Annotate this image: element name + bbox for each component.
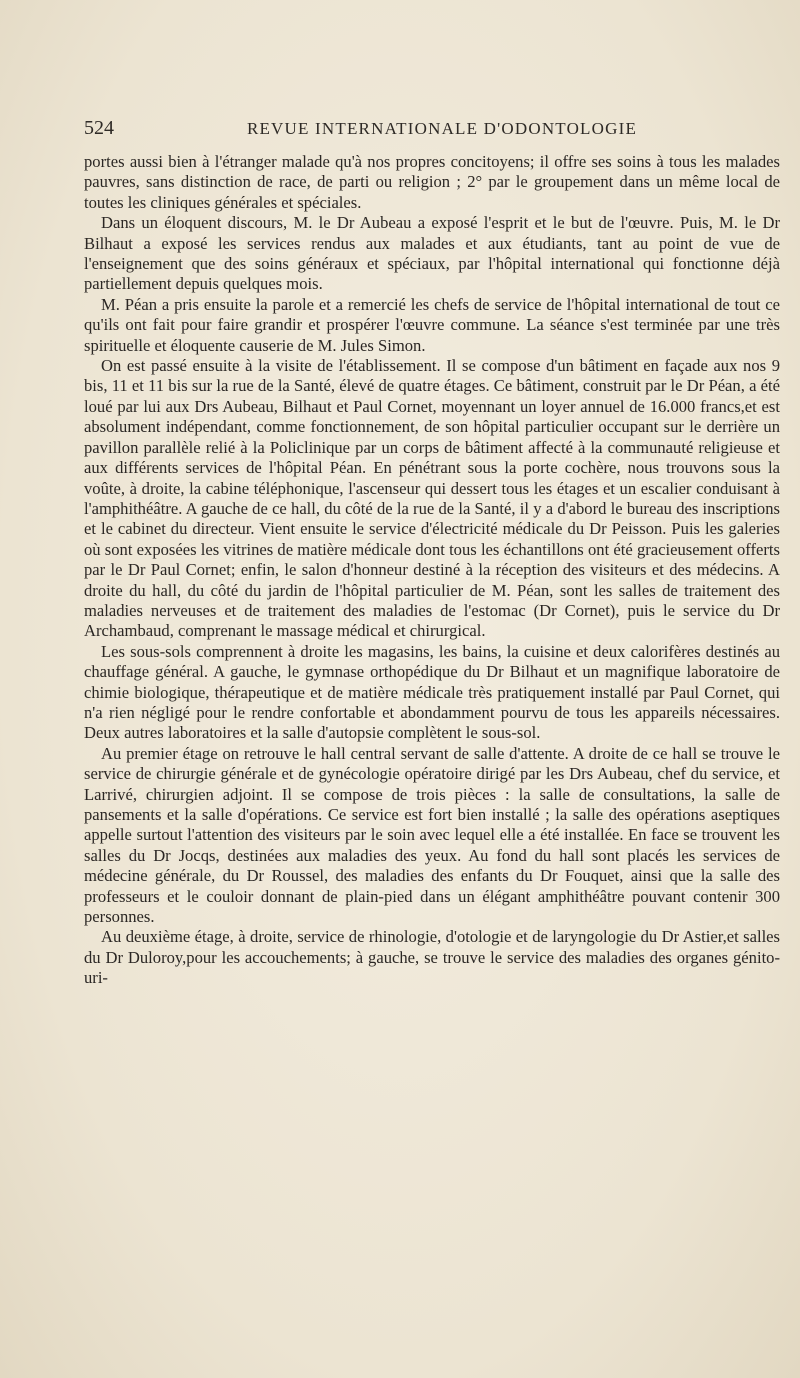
paragraph: Dans un éloquent discours, M. le Dr Aubeau a exposé l'esprit et le but de l'œuvre. Puis, M. le Dr Bilhaut a exposé les services rendus aux malades et aux étudiants, tant au point de vue de l'enseignement que des soins généraux et spéciaux, par l'hôpital international qui fonctionne déjà partiellement depuis quelques mois. [84,213,780,294]
paragraph: portes aussi bien à l'étranger malade qu'à nos propres concitoyens; il offre ses soins à tous les malades pauvres, sans distinction de race, de parti ou religion ; 2° par le groupement dans un même local de toutes les cliniques générales et spéciales. [84,152,780,212]
paragraph: Au deuxième étage, à droite, service de rhinologie, d'otologie et de laryngologie du Dr Astier,et salles du Dr Duloroy,pour les accouchements; à gauche, se trouve le service des maladies des organes génito-uri- [84,927,780,988]
paragraph: On est passé ensuite à la visite de l'établissement. Il se compose d'un bâtiment en façade aux nos 9 bis, 11 et 11 bis sur la rue de la Santé, élevé de quatre étages. Ce bâtiment, construit par le Dr Péan, a été loué par lui aux Drs Aubeau, Bilhaut et Paul Cornet, moyennant un loyer annuel de 16.000 francs,et est absolument indépendant, comme fonctionnement, de son hôpital particulier occupant sur le derrière un pavillon parallèle relié à la Policlinique par un corps de bâtiment affecté à la communauté religieuse et aux différents services de l'hôpital Péan. En pénétrant sous la porte cochère, nous trouvons sous la voûte, à droite, la cabine téléphonique, l'ascenseur qui dessert tous les étages et un escalier conduisant à l'amphithéâtre. A gauche de ce hall, du côté de la rue de la Santé, il y a d'abord le bureau des inscriptions et le cabinet du directeur. Vient ensuite le service d'électricité médicale du Dr Peisson. Puis les galeries où sont exposées les vitrines de matière médicale dont tous les échantillons ont été gracieusement offerts par le Dr Paul Cornet; enfin, le salon d'honneur destiné à la réception des visiteurs et des médecins. A droite du hall, du côté du jardin de l'hôpital particulier de M. Péan, sont les salles de traitement des maladies nerveuses et de traitement des maladies de l'estomac (Dr Cornet), puis le service du Dr Archambaud, comprenant le massage médical et chirurgical. [84,356,780,641]
article-body [84,152,780,989]
paragraph: Les sous-sols comprennent à droite les magasins, les bains, la cuisine et deux calorifères destinés au chauffage général. A gauche, le gymnase orthopédique du Dr Bilhaut et un magnifique laboratoire de chimie biologique, thérapeutique et de matière médicale très pratiquement installé par Paul Cornet, qui n'a rien négligé pour le rendre confortable et abondamment pourvu de tous les appareils nécessaires. Deux autres laboratoires et la salle d'autopsie complètent le sous-sol. [84,641,780,743]
page-number: 524 [84,117,114,139]
paragraph: M. Péan a pris ensuite la parole et a remercié les chefs de service de l'hôpital international de tout ce qu'ils ont fait pour faire grandir et prospérer l'œuvre commune. La séance s'est terminée par une très spirituelle et éloquente causerie de M. Jules Simon. [84,294,780,355]
paragraph: Au premier étage on retrouve le hall central servant de salle d'attente. A droite de ce hall se trouve le service de chirurgie générale et de gynécologie opératoire dirigé par les Drs Aubeau, chef du service, et Larrivé, chirurgien adjoint. Il se compose de trois pièces : la salle de consultations, la salle de pansements et la salle d'opérations. Ce service est fort bien installé ; la salle des opérations aseptiques appelle surtout l'attention des visiteurs par le soin avec lequel elle a été installée. En face se trouvent les salles du Dr Jocqs, destinées aux maladies des yeux. Au fond du hall sont placés les services de médecine générale, du Dr Roussel, des maladies des enfants du Dr Fouquet, ainsi que la salle des professeurs et le couloir donnant de plain-pied dans un élégant amphithéâtre pouvant contenir 300 personnes. [84,743,780,927]
running-title: REVUE INTERNATIONALE D'ODONTOLOGIE [246,119,638,138]
page-header [84,117,780,143]
